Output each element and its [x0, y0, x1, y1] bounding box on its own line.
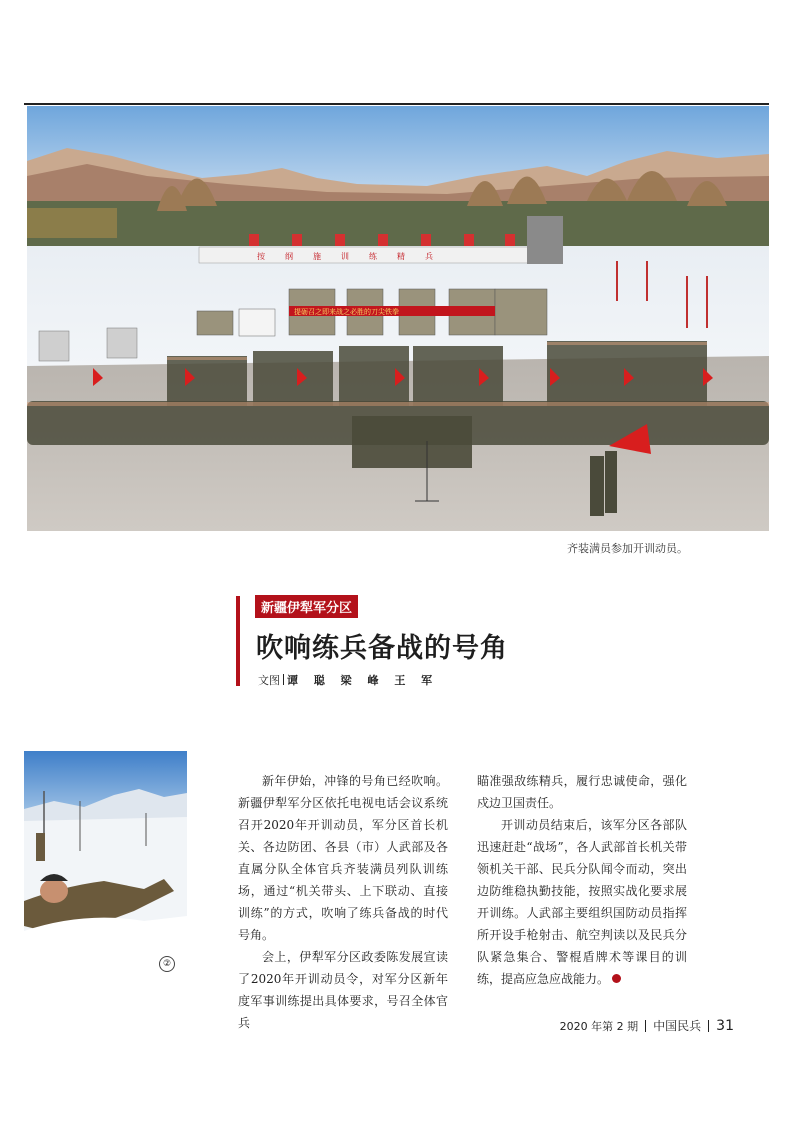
inset-photo	[24, 751, 187, 979]
wall-banner-text: 按纲施训练精兵	[257, 252, 453, 261]
magazine-name: 中国民兵	[653, 1019, 702, 1033]
end-mark-icon	[612, 974, 621, 983]
body-column-2	[477, 770, 687, 990]
article-headline: 吹响练兵备战的号角	[256, 633, 508, 664]
page-number: 31	[716, 1018, 734, 1034]
issue-label: 2020 年第 2 期	[559, 1020, 639, 1033]
paragraph	[477, 814, 687, 990]
title-accent-bar	[236, 596, 240, 686]
byline	[258, 672, 438, 688]
top-rule	[24, 103, 769, 105]
footer-separator	[645, 1020, 646, 1032]
byline-names: 谭 聪 梁 峰 王 军	[287, 674, 439, 687]
byline-separator	[283, 674, 284, 685]
truck-banner-text: 提砺召之即来战之必胜的刀尖铁拳	[294, 308, 399, 316]
section-tag: 新疆伊犁军分区	[255, 595, 358, 618]
hero-caption: 齐装满员参加开训动员。	[567, 542, 688, 555]
hero-photo	[27, 106, 769, 531]
photo-number-badge: ②	[159, 956, 175, 972]
paragraph-text: 开训动员结束后，该军分区各部队迅速赶赴“战场”，各人武部首长机关带领机关干部、民兵分队闻令而动，突出边防维稳执勤技能，按照实战化要求展开训练。人武部主要组织国防动员指挥所开设手枪射击、航空判读以及民兵分队紧急集合、警棍盾牌术等课目的训练，提高应急应战能力。	[477, 818, 687, 986]
paragraph: 会上，伊犁军分区政委陈发展宣读了2020年开训动员令，对军分区新年度军事训练提出具体要求，号召全体官兵	[238, 950, 448, 1030]
body-column-1	[238, 770, 448, 1034]
page-footer	[560, 1017, 734, 1034]
paragraph-continued: 瞄准强敌练精兵，履行忠诚使命，强化戍边卫国责任。	[477, 774, 687, 810]
byline-prefix: 文图	[258, 674, 280, 687]
paragraph: 新年伊始，冲锋的号角已经吹响。新疆伊犁军分区依托电视电话会议系统召开2020年开训动员，军分区首长机关、各边防团、各县（市）人武部及各直属分队全体官兵齐装满员列队训练场，通过“机关带头、上下联动、直接训练”的方式，吹响了练兵备战的时代号角。	[238, 774, 448, 942]
footer-separator	[708, 1020, 709, 1032]
